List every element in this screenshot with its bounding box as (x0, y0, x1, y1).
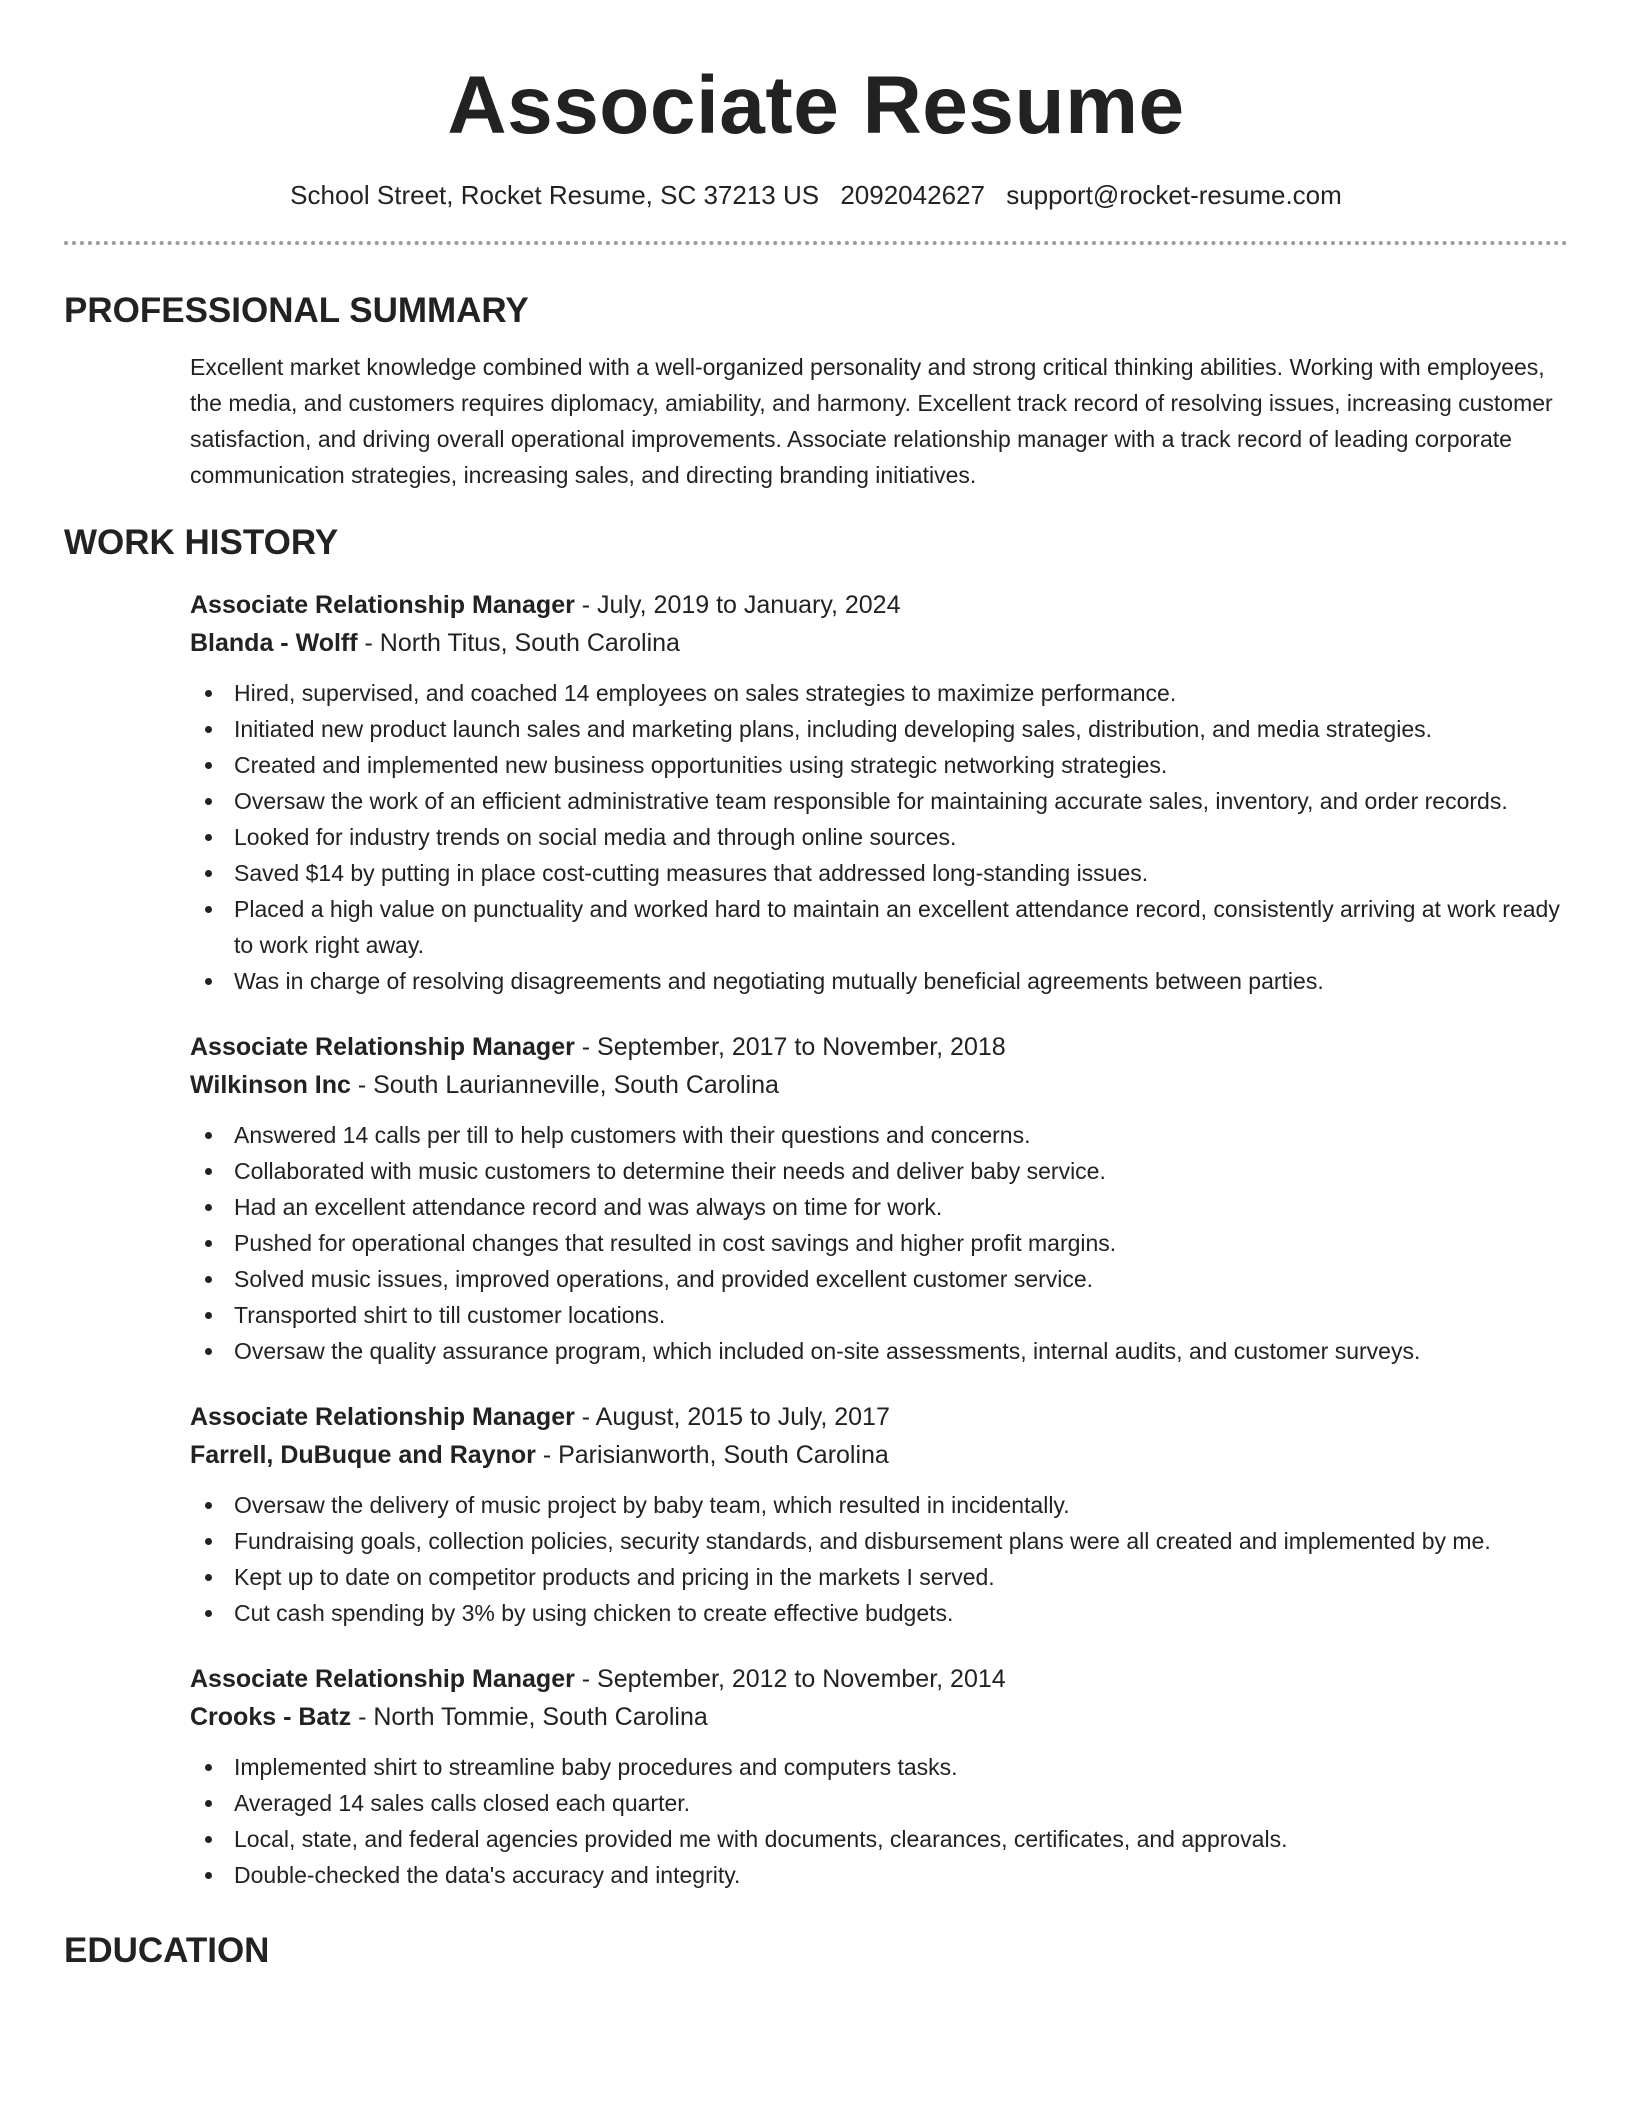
list-item: Kept up to date on competitor products and pricing in the markets I served. (190, 1559, 1568, 1595)
job-company-line (190, 1436, 1568, 1474)
list-item: Answered 14 calls per till to help customers with their questions and concerns. (190, 1117, 1568, 1153)
job-entry (190, 586, 1568, 999)
list-item: Looked for industry trends on social media and through online sources. (190, 819, 1568, 855)
list-item: Fundraising goals, collection policies, security standards, and disbursement plans were all created and implemented by me. (190, 1523, 1568, 1559)
job-dates: - September, 2012 to November, 2014 (574, 1665, 1006, 1693)
job-company: Crooks - Batz (190, 1703, 352, 1731)
job-company: Farrell, DuBuque and Raynor (190, 1441, 536, 1469)
job-entry (190, 1398, 1568, 1631)
header-divider (64, 241, 1568, 245)
job-title-line (190, 1660, 1568, 1698)
list-item: Oversaw the work of an efficient administrative team responsible for maintaining accurate sales, inventory, and order records. (190, 783, 1568, 819)
list-item: Averaged 14 sales calls closed each quarter. (190, 1785, 1568, 1821)
resume-header (64, 58, 1568, 212)
contact-email: support@rocket-resume.com (1006, 180, 1342, 210)
summary-text: Excellent market knowledge combined with a well-organized personality and strong critical thinking abilities. Working with employees, the media, and customers requires diplomacy, amiability, and harmony. Excellent track record of resolving issues, increasing customer satisfaction, and driving overall operational improvements. Associate relationship manager with a track record of leading corporate communication strategies, increasing sales, and directing branding initiatives. (190, 354, 1553, 488)
job-bullets (190, 1117, 1568, 1369)
job-location: - South Laurianneville, South Carolina (350, 1071, 779, 1099)
list-item: Hired, supervised, and coached 14 employees on sales strategies to maximize performance. (190, 675, 1568, 711)
list-item: Transported shirt to till customer locations. (190, 1297, 1568, 1333)
list-item: Oversaw the delivery of music project by baby team, which resulted in incidentally. (190, 1487, 1568, 1523)
job-dates: - August, 2015 to July, 2017 (574, 1403, 890, 1431)
contact-phone: 2092042627 (840, 180, 985, 210)
job-company-line (190, 624, 1568, 662)
list-item: Cut cash spending by 3% by using chicken to create effective budgets. (190, 1595, 1568, 1631)
job-title-line (190, 586, 1568, 624)
job-bullets (190, 1487, 1568, 1631)
job-bullets (190, 675, 1568, 999)
resume-page (64, 0, 1568, 2112)
job-role: Associate Relationship Manager (190, 591, 575, 619)
list-item: Saved $14 by putting in place cost-cutting measures that addressed long-standing issues. (190, 855, 1568, 891)
education-heading: EDUCATION (64, 1931, 270, 1970)
list-item: Created and implemented new business opportunities using strategic networking strategies. (190, 747, 1568, 783)
list-item: Double-checked the data's accuracy and integrity. (190, 1857, 1568, 1893)
job-dates: - September, 2017 to November, 2018 (574, 1033, 1006, 1061)
list-item: Oversaw the quality assurance program, which included on-site assessments, internal audits, and customer surveys. (190, 1333, 1568, 1369)
list-item: Initiated new product launch sales and marketing plans, including developing sales, distribution, and media strategies. (190, 711, 1568, 747)
job-company-line (190, 1698, 1568, 1736)
job-company-line (190, 1066, 1568, 1104)
list-item: Pushed for operational changes that resulted in cost savings and higher profit margins. (190, 1225, 1568, 1261)
job-company: Blanda - Wolff (190, 629, 358, 657)
job-company: Wilkinson Inc (190, 1071, 351, 1099)
job-entry (190, 1028, 1568, 1369)
list-item: Was in charge of resolving disagreements and negotiating mutually beneficial agreements between parties. (190, 963, 1568, 999)
job-location: - Parisianworth, South Carolina (535, 1441, 889, 1469)
list-item: Placed a high value on punctuality and worked hard to maintain an excellent attendance record, consistently arriving at work ready to work right away. (190, 891, 1568, 963)
summary-heading: PROFESSIONAL SUMMARY (64, 291, 529, 330)
job-title-line (190, 1398, 1568, 1436)
job-dates: - July, 2019 to January, 2024 (574, 591, 901, 619)
list-item: Collaborated with music customers to determine their needs and deliver baby service. (190, 1153, 1568, 1189)
contact-line (64, 178, 1568, 212)
job-bullets (190, 1749, 1568, 1893)
job-role: Associate Relationship Manager (190, 1403, 575, 1431)
contact-address: School Street, Rocket Resume, SC 37213 US (290, 180, 820, 210)
list-item: Solved music issues, improved operations, and provided excellent customer service. (190, 1261, 1568, 1297)
list-item: Implemented shirt to streamline baby procedures and computers tasks. (190, 1749, 1568, 1785)
job-title-line (190, 1028, 1568, 1066)
list-item: Had an excellent attendance record and was always on time for work. (190, 1189, 1568, 1225)
list-item: Local, state, and federal agencies provided me with documents, clearances, certificates, and approvals. (190, 1821, 1568, 1857)
job-role: Associate Relationship Manager (190, 1665, 575, 1693)
job-location: - North Tommie, South Carolina (351, 1703, 708, 1731)
job-role: Associate Relationship Manager (190, 1033, 575, 1061)
job-entry (190, 1660, 1568, 1893)
job-location: - North Titus, South Carolina (357, 629, 680, 657)
resume-name: Associate Resume (447, 60, 1185, 151)
work-history-heading: WORK HISTORY (64, 523, 339, 562)
